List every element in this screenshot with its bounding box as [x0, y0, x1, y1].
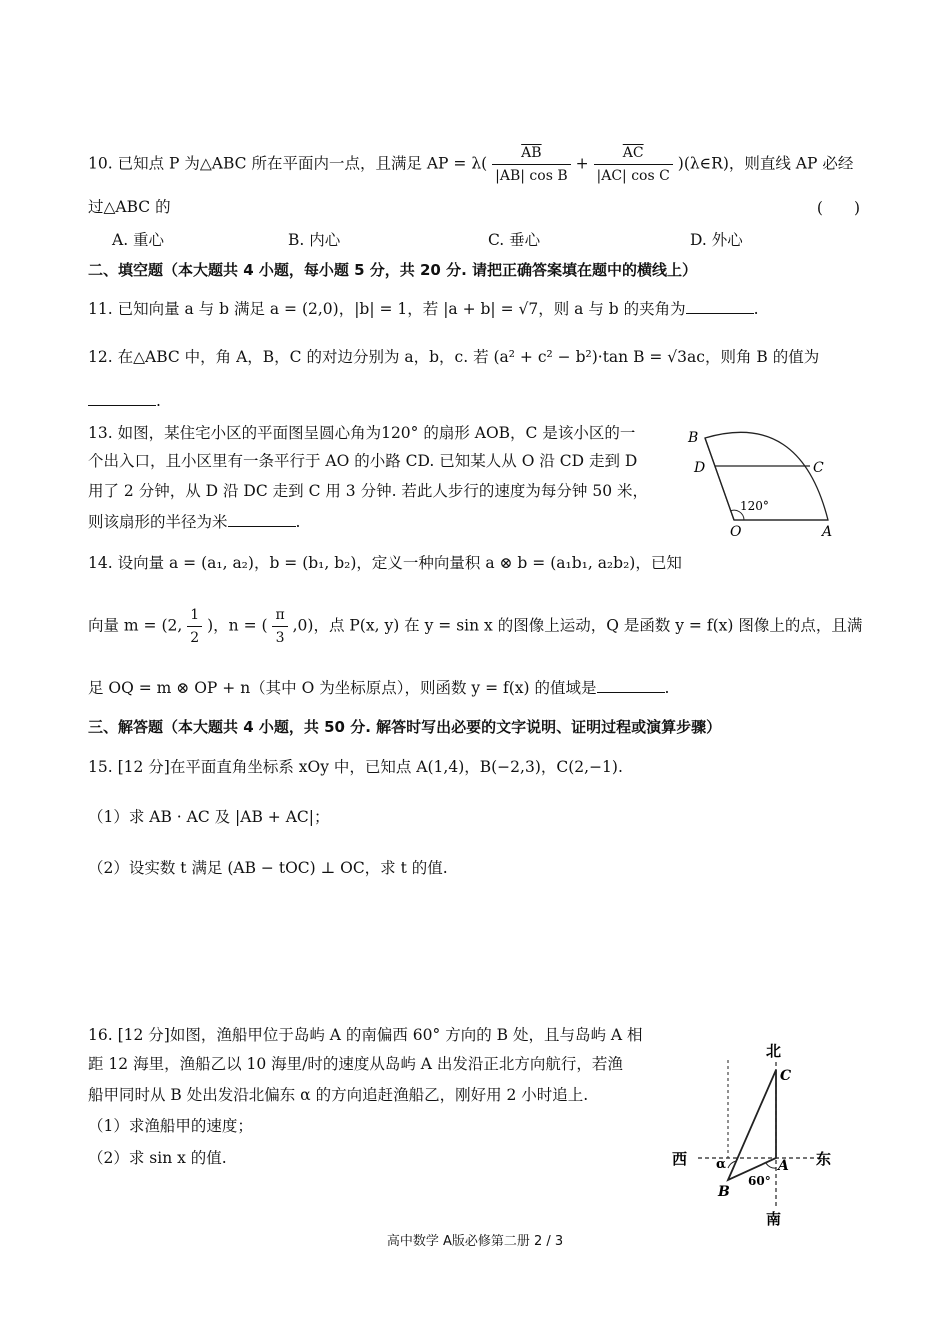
q13-line4	[88, 511, 300, 533]
q10-plus: +	[575, 154, 589, 173]
q14-line1: 14. 设向量 a = (a₁, a₂)，b = (b₁, b₂)，定义一种向量积 a ⊗ b = (a₁b₁, a₂b₂)，已知	[88, 554, 682, 572]
q12-blank	[88, 391, 156, 406]
label-alpha: α	[716, 1157, 727, 1172]
q13-line2: 个出入口，且小区里有一条平行于 AO 的小路 CD. 已知某人从 O 沿 CD 走到 D	[88, 452, 638, 470]
q14-line3	[88, 677, 669, 699]
q16-line1: 16. [12 分]如图，渔船甲位于岛屿 A 的南偏西 60° 方向的 B 处，且与岛屿 A 相	[88, 1026, 643, 1044]
q10-fraction-2	[594, 142, 673, 187]
q10-text-post: )(λ∈R)，则直线 AP 必经	[677, 154, 854, 173]
q14-m-fraction	[187, 604, 202, 649]
label-c: C	[813, 460, 824, 476]
q10-frac2-num: $\overline{AC}$	[594, 142, 673, 165]
q10-option-d: D. 外心	[690, 231, 743, 249]
q16-part1: （1）求渔船甲的速度；	[88, 1117, 253, 1135]
label-o: O	[730, 524, 742, 540]
q12-end: .	[156, 392, 161, 410]
label-b: B	[688, 430, 699, 446]
label-north: 北	[766, 1042, 782, 1060]
q15-stem: 15. [12 分]在平面直角坐标系 xOy 中，已知点 A(1,4)，B(−2,3)，C(2,−1).	[88, 758, 623, 776]
q16-line2: 距 12 海里，渔船乙以 10 海里/时的速度从岛屿 A 出发沿正北方向航行，若渔	[88, 1055, 623, 1073]
label-west: 西	[672, 1150, 688, 1168]
angle-60-arc	[766, 1163, 776, 1168]
q15-part2: （2）设实数 t 满足 (AB − tOC) ⊥ OC，求 t 的值.	[88, 859, 448, 877]
q11	[88, 298, 759, 320]
label-angle: 120°	[740, 499, 769, 513]
q14-m-num: 1	[187, 604, 202, 627]
q13-line3: 用了 2 分钟，从 D 沿 DC 走到 C 用 3 分钟. 若此人步行的速度为每分钟 50 米，	[88, 482, 648, 500]
q14-m-pre: 向量 m = (2,	[88, 616, 183, 635]
label-c-point: C	[780, 1068, 792, 1084]
q10-option-c: C. 垂心	[488, 231, 541, 249]
q14-n-pre: )，n = (	[207, 616, 268, 635]
q14-m-den: 2	[190, 630, 200, 646]
bearing-figure	[668, 1040, 838, 1230]
label-60: 60°	[748, 1174, 771, 1188]
q11-text: 11. 已知向量 a 与 b 满足 a = (2,0)，|b| = 1，若 |a + b| = √7，则 a 与 b 的夹角为	[88, 300, 686, 318]
label-south: 南	[766, 1210, 782, 1228]
q12-line1: 12. 在△ABC 中，角 A，B，C 的对边分别为 a，b，c. 若 (a² + c² − b²)·tan B = √3ac，则角 B 的值为	[88, 348, 820, 366]
q13-blank	[228, 512, 296, 527]
q14-text-post: ,0)，点 P(x, y) 在 y = sin x 的图像上运动，Q 是函数 y = f(x) 图像上的点，且满	[292, 616, 863, 635]
q12-line2	[88, 390, 161, 412]
q10-text-pre: 10. 已知点 P 为△ABC 所在平面内一点，且满足 AP = λ(	[88, 154, 488, 173]
sector-radius-ob	[705, 438, 734, 520]
q14-n-fraction	[272, 604, 287, 649]
q14-end: .	[664, 679, 670, 697]
q16-part2: （2）求 sin x 的值.	[88, 1149, 227, 1167]
q11-end: .	[753, 300, 759, 318]
q10-option-a: A. 重心	[112, 231, 165, 249]
label-east: 东	[816, 1150, 832, 1168]
section-2-heading: 二、填空题（本大题共 4 小题，每小题 5 分，共 20 分. 请把正确答案填在题中的横线上）	[88, 261, 698, 279]
q14-line2	[88, 604, 862, 649]
q10-frac1-num: $\overline{AB}$	[492, 142, 570, 165]
q10-frac2-den: |AC| cos C	[596, 168, 670, 184]
q11-blank	[686, 299, 754, 314]
q14-n-num: π	[272, 604, 287, 627]
label-a: A	[822, 524, 833, 540]
q16-line3: 船甲同时从 B 处出发沿北偏东 α 的方向追赶渔船乙，刚好用 2 小时追上.	[88, 1086, 589, 1104]
label-b-point: B	[718, 1184, 730, 1200]
q13-last-text: 则该扇形的半径为米	[88, 513, 228, 531]
section-3-heading: 三、解答题（本大题共 4 小题，共 50 分. 解答时写出必要的文字说明、证明过程或演算步骤）	[88, 718, 722, 736]
q10-frac1-den: |AB| cos B	[495, 168, 568, 184]
q14-blank	[597, 678, 665, 693]
label-a-point: A	[778, 1158, 789, 1174]
q14-line3-text: 足 OQ = m ⊗ OP + n（其中 O 为坐标原点），则函数 y = f(x) 的值域是	[88, 679, 597, 697]
q10-answer-paren: ( )	[816, 199, 860, 217]
q13-end: .	[295, 513, 301, 531]
q10-option-b: B. 内心	[288, 231, 341, 249]
triangle-abc	[728, 1070, 776, 1180]
page-footer: 高中数学 A版必修第二册 2 / 3	[386, 1234, 564, 1249]
q15-part1: （1）求 AB · AC 及 |AB + AC|；	[88, 808, 330, 826]
q10-line1	[88, 142, 853, 187]
q10-fraction-1	[492, 142, 570, 187]
q10-line2: 过△ABC 的	[88, 198, 171, 216]
q13-line1: 13. 如图，某住宅小区的平面图呈圆心角为120° 的扇形 AOB，C 是该小区的一	[88, 424, 636, 442]
sector-figure	[680, 420, 860, 545]
label-d: D	[694, 460, 706, 476]
q14-n-den: 3	[275, 630, 285, 646]
